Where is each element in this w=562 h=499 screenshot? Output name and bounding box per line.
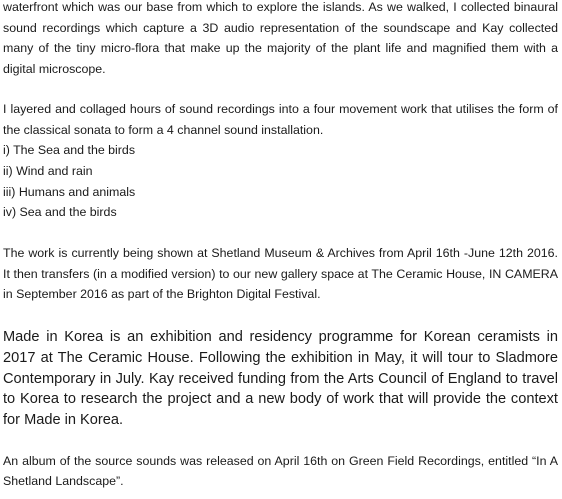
paragraph-field-recordings: waterfront which was our base from which to explore the islands. As we walked, I collected binaural sound recordings which capture a 3D audio representation of the soundscape and Kay collected many of the tiny micro-flora that make up the majority of the plant life and magnified them with a digital microscope. xyxy=(3,0,558,77)
paragraph-gap xyxy=(3,80,558,99)
paragraph-sound-installation: I layered and collaged hours of sound recordings into a four movement work that utilises the form of the classical sonata to form a 4 channel sound installation. xyxy=(3,101,558,137)
movement-item: iii) Humans and animals xyxy=(3,184,136,199)
movement-item: i) The Sea and the birds xyxy=(3,143,136,158)
document-body xyxy=(3,0,558,492)
paragraph-gap xyxy=(3,305,558,327)
paragraph-gap xyxy=(3,223,558,243)
movement-list xyxy=(3,140,558,223)
paragraph-exhibition-dates: The work is currently being shown at Shetland Museum & Archives from April 16th -June 12th 2016. It then transfers (in a modified version) to our new gallery space at The Ceramic House, IN CAMERA in September 2016 as part of the Brighton Digital Festival. xyxy=(3,246,558,302)
paragraph-made-in-korea: Made in Korea is an exhibition and residency programme for Korean ceramists in 2017 at The Ceramic House. Following the exhibition in May, it will tour to Sladmore Contemporary in July. Kay received funding from the Arts Council of England to travel to Korea to research the project and a new body of work that will provide the context for Made in Korea. xyxy=(3,329,558,428)
paragraph-gap xyxy=(3,431,558,451)
paragraph-album-release: An album of the source sounds was released on April 16th on Green Field Recordings, entitled “In A Shetland Landscape”. xyxy=(3,453,558,489)
movement-item: iv) Sea and the birds xyxy=(3,205,117,220)
movement-item: ii) Wind and rain xyxy=(3,163,93,178)
